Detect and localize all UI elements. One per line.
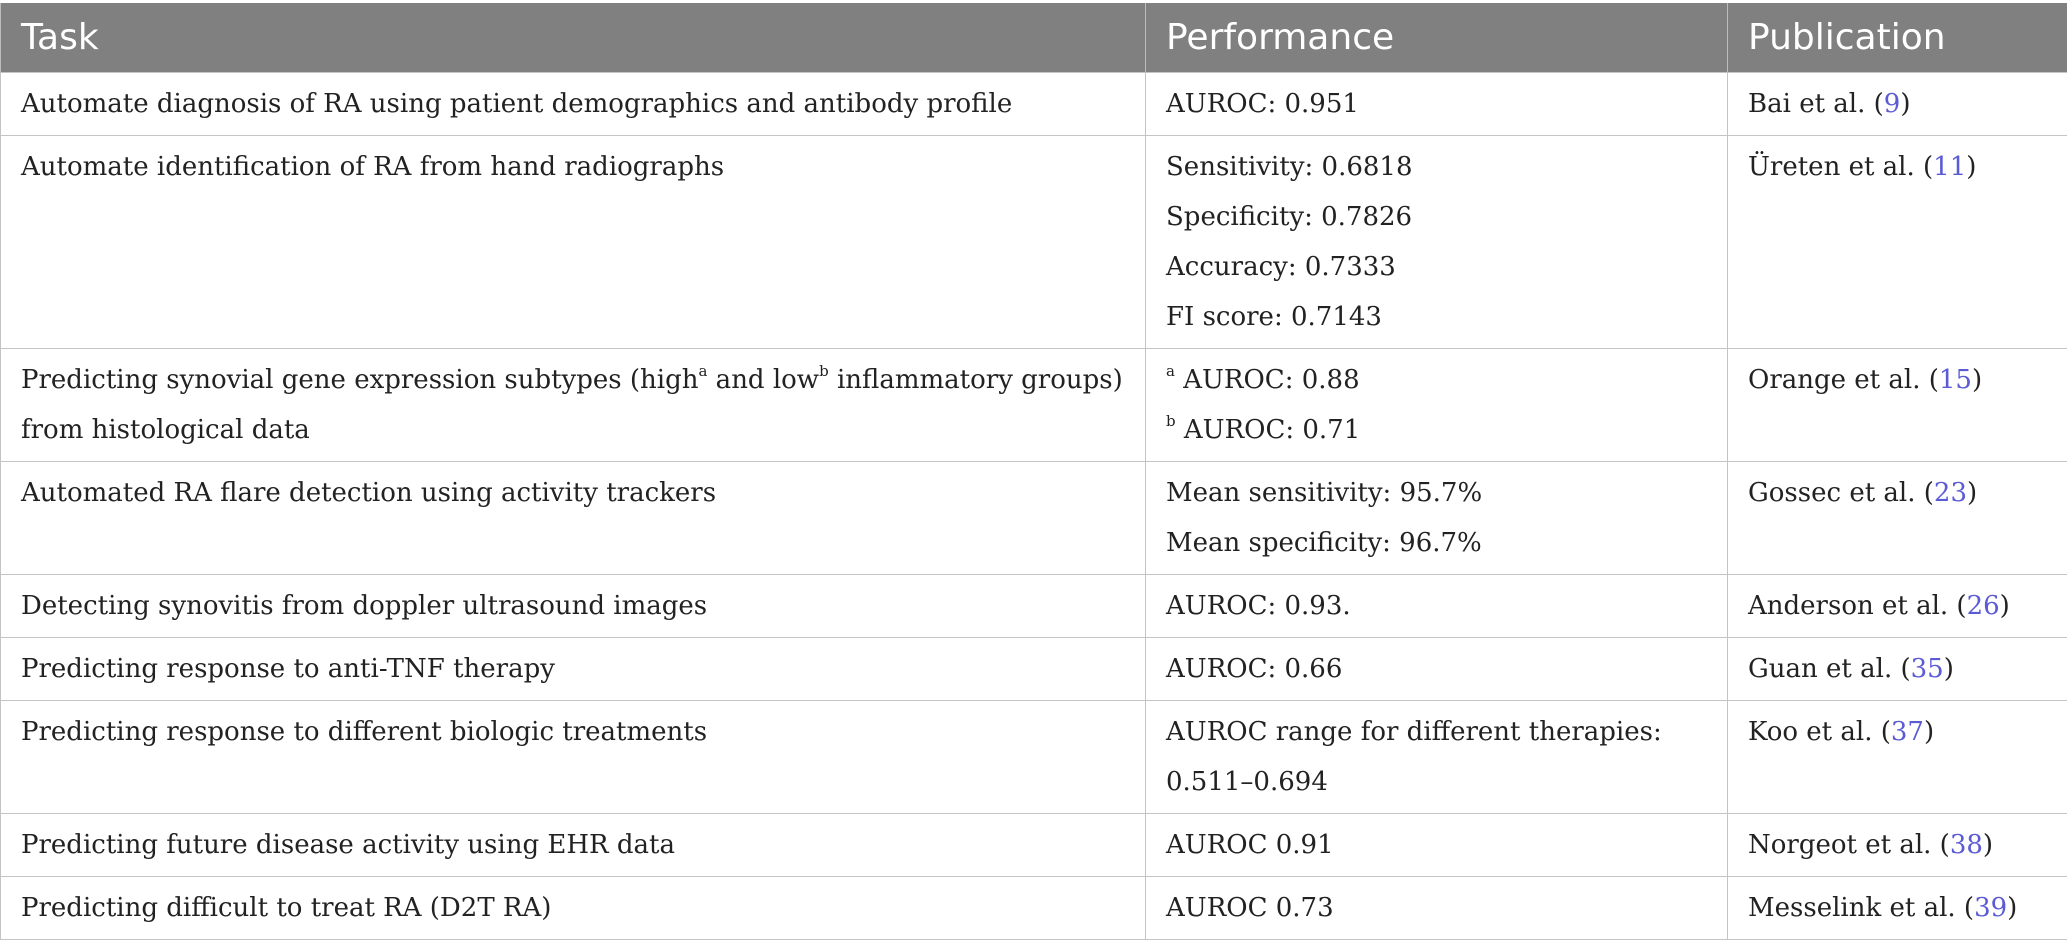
publication-cell bbox=[1728, 876, 2067, 939]
performance-line: Sensitivity: 0.6818 bbox=[1166, 151, 1413, 182]
task-cell bbox=[1, 813, 1146, 876]
table-row bbox=[1, 637, 2067, 700]
citation-close: ) bbox=[1967, 477, 1978, 508]
publication-cell bbox=[1728, 135, 2067, 348]
publication-author: Bai et al. ( bbox=[1748, 88, 1884, 119]
publication-cell bbox=[1728, 461, 2067, 574]
performance-cell bbox=[1146, 700, 1728, 813]
task-text-part: Predicting synovial gene expression subtypes (high bbox=[21, 364, 699, 395]
header-publication: Publication bbox=[1728, 3, 2067, 72]
table-row bbox=[1, 72, 2067, 135]
header-performance: Performance bbox=[1146, 3, 1728, 72]
reference-link[interactable]: 9 bbox=[1883, 88, 1901, 119]
publication-citation bbox=[1748, 142, 2047, 192]
performance-line bbox=[1166, 405, 1707, 455]
reference-link[interactable]: 35 bbox=[1910, 653, 1944, 684]
task-text: Automate diagnosis of RA using patient demographics and antibody profile bbox=[21, 88, 1013, 119]
performance-cell bbox=[1146, 876, 1728, 939]
citation-close: ) bbox=[1999, 590, 2010, 621]
table-row bbox=[1, 348, 2067, 461]
table-row bbox=[1, 574, 2067, 637]
publication-citation bbox=[1748, 468, 2047, 518]
performance-line: AUROC: 0.66 bbox=[1166, 653, 1343, 684]
publication-cell bbox=[1728, 637, 2067, 700]
header-task: Task bbox=[1, 3, 1146, 72]
performance-cell bbox=[1146, 574, 1728, 637]
header-row bbox=[1, 3, 2067, 72]
performance-line bbox=[1166, 355, 1707, 405]
reference-link[interactable]: 38 bbox=[1949, 829, 1983, 860]
reference-link[interactable]: 11 bbox=[1933, 151, 1967, 182]
task-text: Predicting response to anti-TNF therapy bbox=[21, 653, 555, 684]
publication-cell bbox=[1728, 813, 2067, 876]
publication-citation bbox=[1748, 644, 2047, 694]
publication-citation bbox=[1748, 707, 2047, 757]
citation-close: ) bbox=[1982, 829, 1994, 860]
publication-citation bbox=[1748, 581, 2047, 631]
publication-citation bbox=[1748, 79, 2047, 129]
task-text: Detecting synovitis from doppler ultrasound images bbox=[21, 590, 708, 621]
task-text: Predicting response to different biologic treatments bbox=[21, 716, 708, 747]
publication-cell bbox=[1728, 700, 2067, 813]
task-text-part: inflammatory groups) from histological data bbox=[21, 364, 1123, 445]
table-row bbox=[1, 461, 2067, 574]
performance-cell bbox=[1146, 461, 1728, 574]
citation-close: ) bbox=[1900, 88, 1911, 119]
task-cell bbox=[1, 348, 1146, 461]
superscript-a: a bbox=[1166, 361, 1175, 380]
performance-cell bbox=[1146, 348, 1728, 461]
performance-line: AUROC 0.91 bbox=[1166, 829, 1334, 860]
citation-close: ) bbox=[1923, 716, 1935, 747]
results-table bbox=[0, 3, 2067, 940]
publication-author: Guan et al. ( bbox=[1748, 653, 1911, 684]
task-text: Predicting difficult to treat RA (D2T RA) bbox=[21, 892, 552, 923]
performance-line: Accuracy: 0.7333 bbox=[1166, 251, 1396, 282]
publication-author: Üreten et al. ( bbox=[1748, 151, 1934, 182]
performance-cell bbox=[1146, 813, 1728, 876]
citation-close: ) bbox=[2007, 892, 2018, 923]
publication-author: Anderson et al. ( bbox=[1748, 590, 1967, 621]
task-cell bbox=[1, 135, 1146, 348]
publication-author: Koo et al. ( bbox=[1748, 716, 1891, 747]
publication-citation bbox=[1748, 883, 2047, 933]
publication-citation bbox=[1748, 820, 2047, 870]
table-row bbox=[1, 135, 2067, 348]
reference-link[interactable]: 26 bbox=[1966, 590, 2000, 621]
task-text-part: and low bbox=[707, 364, 820, 395]
task-text: Automated RA flare detection using activity trackers bbox=[21, 477, 717, 508]
publication-cell bbox=[1728, 348, 2067, 461]
table-row bbox=[1, 813, 2067, 876]
reference-link[interactable]: 23 bbox=[1933, 477, 1968, 508]
reference-link[interactable]: 37 bbox=[1890, 716, 1924, 747]
task-text: Automate identification of RA from hand radiographs bbox=[21, 151, 725, 182]
task-cell bbox=[1, 876, 1146, 939]
task-cell bbox=[1, 637, 1146, 700]
task-cell bbox=[1, 700, 1146, 813]
performance-line: AUROC 0.73 bbox=[1166, 892, 1334, 923]
task-text bbox=[21, 361, 1123, 445]
reference-link[interactable]: 39 bbox=[1974, 892, 2008, 923]
citation-close: ) bbox=[1966, 151, 1977, 182]
publication-cell bbox=[1728, 574, 2067, 637]
performance-line: AUROC range for different therapies: 0.511–0.694 bbox=[1166, 716, 1662, 797]
reference-link[interactable]: 15 bbox=[1938, 364, 1972, 395]
performance-line: AUROC: 0.951 bbox=[1166, 88, 1359, 119]
publication-author: Messelink et al. ( bbox=[1748, 892, 1975, 923]
superscript-a: a bbox=[698, 361, 708, 380]
performance-value: AUROC: 0.71 bbox=[1175, 414, 1361, 445]
citation-close: ) bbox=[1971, 364, 1983, 395]
superscript-b: b bbox=[819, 361, 829, 380]
publication-author: Orange et al. ( bbox=[1748, 364, 1939, 395]
publication-cell bbox=[1728, 72, 2067, 135]
performance-line: Specificity: 0.7826 bbox=[1166, 201, 1413, 232]
citation-close: ) bbox=[1943, 653, 1954, 684]
performance-cell bbox=[1146, 135, 1728, 348]
performance-line: FI score: 0.7143 bbox=[1166, 301, 1382, 332]
task-cell bbox=[1, 461, 1146, 574]
publication-author: Norgeot et al. ( bbox=[1748, 829, 1950, 860]
performance-value: AUROC: 0.88 bbox=[1174, 364, 1360, 395]
table-row bbox=[1, 700, 2067, 813]
performance-line: AUROC: 0.93. bbox=[1166, 590, 1351, 621]
superscript-b: b bbox=[1166, 411, 1176, 430]
table-body bbox=[1, 72, 2067, 939]
table-row bbox=[1, 876, 2067, 939]
performance-line: Mean sensitivity: 95.7% bbox=[1166, 477, 1483, 508]
publication-citation bbox=[1748, 355, 2047, 405]
performance-cell bbox=[1146, 637, 1728, 700]
publication-author: Gossec et al. ( bbox=[1748, 477, 1934, 508]
performance-line: Mean specificity: 96.7% bbox=[1166, 527, 1482, 558]
table-header bbox=[1, 3, 2067, 72]
task-cell bbox=[1, 72, 1146, 135]
task-cell bbox=[1, 574, 1146, 637]
performance-cell bbox=[1146, 72, 1728, 135]
task-text: Predicting future disease activity using EHR data bbox=[21, 829, 675, 860]
